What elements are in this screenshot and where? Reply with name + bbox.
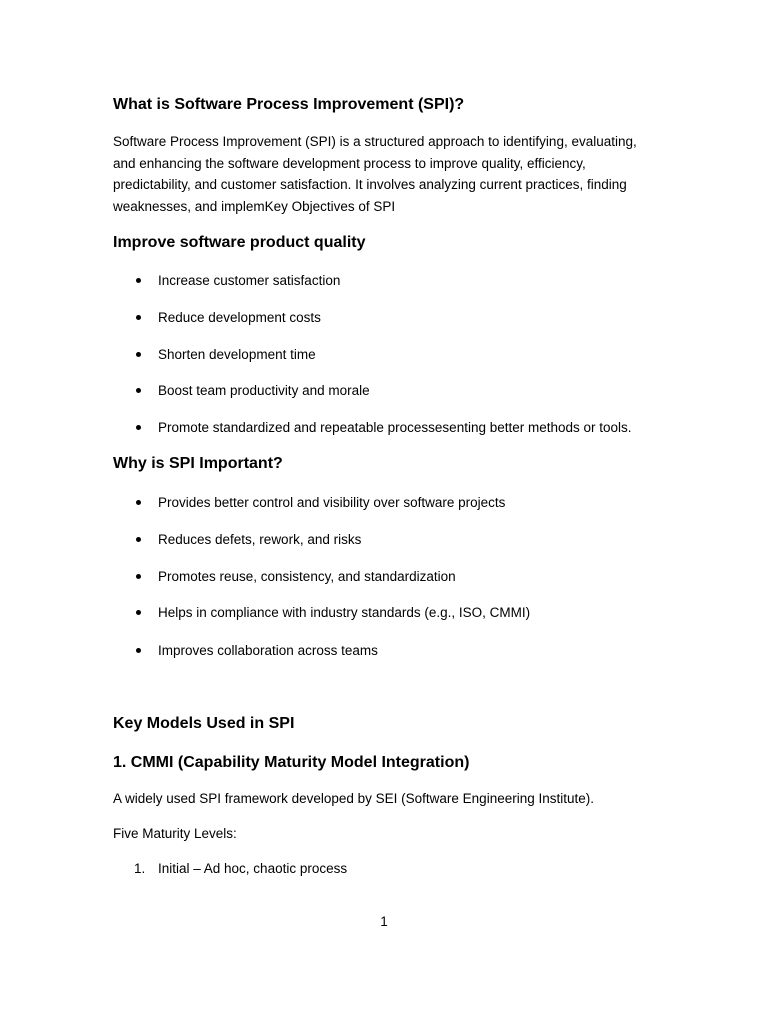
objective-item [134, 381, 370, 399]
bullet-icon [136, 574, 141, 579]
heading-improve-quality: Improve software product quality [113, 234, 366, 251]
importance-text: Provides better control and visibility over software projects [158, 494, 506, 510]
importance-text: Reduces defets, rework, and risks [158, 531, 362, 547]
objective-text: Shorten development time [158, 346, 316, 362]
importance-text: Helps in compliance with industry standards (e.g., ISO, CMMI) [158, 604, 531, 620]
bullet-icon [136, 648, 141, 653]
bullet-icon [136, 315, 141, 320]
bullet-icon [136, 278, 141, 283]
page-number: 1 [380, 914, 388, 929]
heading-why-spi-important: Why is SPI Important? [113, 455, 283, 472]
importance-item [134, 641, 378, 659]
bullet-icon [136, 500, 141, 505]
bullet-icon [136, 425, 141, 430]
objective-text: Boost team productivity and morale [158, 382, 370, 398]
heading-cmmi: 1. CMMI (Capability Maturity Model Integration) [113, 754, 470, 771]
intro-paragraph: Software Process Improvement (SPI) is a structured approach to identifying, evaluating, and enhancing the software development process to improve quality, efficiency, predictability, and customer satisfaction. It involves analyzing current practices, finding weaknesses, and implemKey Objectives of SPI [113, 134, 637, 215]
objective-item [134, 345, 316, 363]
bullet-icon [136, 352, 141, 357]
importance-item [134, 603, 530, 621]
importance-item [134, 493, 505, 511]
objective-text: Reduce development costs [158, 309, 321, 325]
cmmi-description: A widely used SPI framework developed by SEI (Software Engineering Institute). [113, 791, 594, 806]
importance-text: Promotes reuse, consistency, and standardization [158, 568, 456, 584]
objective-text: Increase customer satisfaction [158, 272, 341, 288]
importance-item [134, 530, 361, 548]
maturity-level-item [134, 859, 347, 877]
heading-key-models: Key Models Used in SPI [113, 715, 295, 732]
importance-text: Improves collaboration across teams [158, 642, 378, 658]
heading-what-is-spi: What is Software Process Improvement (SPI)? [113, 96, 465, 113]
bullet-icon [136, 388, 141, 393]
maturity-level-text: Initial – Ad hoc, chaotic process [158, 860, 348, 876]
bullet-icon [136, 537, 141, 542]
objective-item [134, 418, 632, 436]
maturity-levels-label: Five Maturity Levels: [113, 826, 237, 841]
bullet-icon [136, 610, 141, 615]
objective-item [134, 308, 321, 326]
importance-item [134, 567, 456, 585]
objective-item [134, 271, 340, 289]
list-number: 1. [134, 860, 146, 876]
objective-text: Promote standardized and repeatable processesenting better methods or tools. [158, 419, 632, 435]
